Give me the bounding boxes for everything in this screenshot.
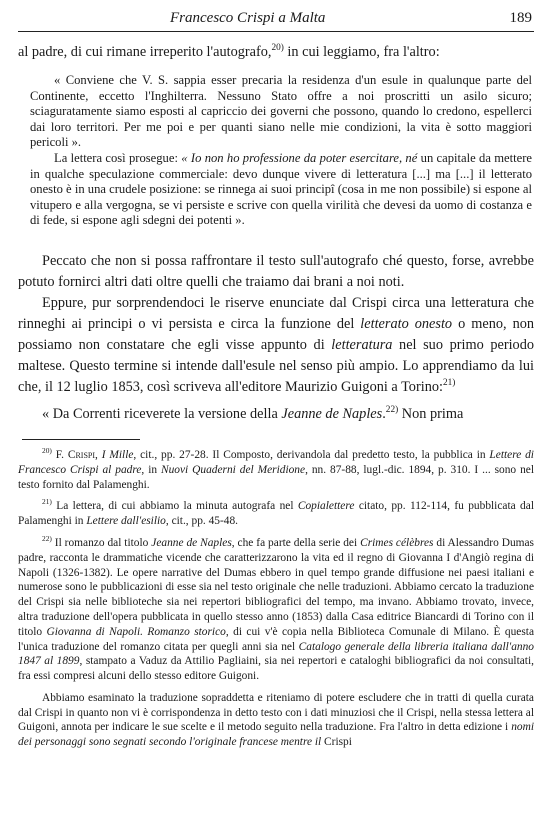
paragraph-3 bbox=[18, 404, 534, 425]
footnote-20 bbox=[18, 448, 534, 492]
main-text bbox=[18, 251, 534, 425]
note-italic: nomi dei personaggi sono segnati secondo l'originale francese mentre il bbox=[18, 721, 534, 749]
note-text: , che fa parte della serie dei bbox=[231, 536, 361, 549]
note-italic: Lettere di Francesco Crispi al padre bbox=[18, 448, 534, 476]
italic-term-letteratura: letteratura bbox=[331, 336, 393, 353]
note-text: Il romanzo dal titolo bbox=[51, 536, 152, 549]
note-italic: Copialettere bbox=[297, 500, 355, 513]
running-header bbox=[18, 10, 534, 32]
footnote-ref-21: 21) bbox=[442, 378, 456, 389]
note-text: Crispi bbox=[321, 736, 352, 749]
footnote-rule bbox=[22, 439, 140, 440]
footnote-22-continued bbox=[18, 691, 534, 750]
author-smallcaps: Crispi bbox=[67, 448, 96, 461]
note-text: Abbiamo esaminato la traduzione sopraddetta e riteniamo di potere escludere che in tratti di quella curata dal Crispi in quanto non vi è corrispondenza in detto testo con i dati minuziosi che il Crispi, nella stessa lettera al Guigoni, annota per indicare le sue scelte e il metodo seguito nella traduzione. Fra l'altro in detta edizione i bbox=[18, 691, 534, 734]
note-italic: Crimes célèbres bbox=[360, 536, 434, 549]
footnotes bbox=[18, 448, 534, 750]
opening-text-end: in cui leggiamo, fra l'altro: bbox=[283, 44, 440, 60]
note-italic: Lettere dall'esilio bbox=[86, 515, 166, 528]
paragraph-3-text: . bbox=[382, 405, 386, 422]
note-text: , bbox=[95, 448, 102, 461]
italic-title: Jeanne de Naples bbox=[281, 405, 383, 422]
page-number: 189 bbox=[509, 10, 532, 26]
quote-italic: « Io non ho professione da poter esercitare, né bbox=[181, 150, 418, 165]
paragraph-2-text: nel suo primo periodo maltese. Questo termine si intende dall'esule nel senso più ampio. Lo apprendiamo da lui che, il 12 luglio 1853, così scriveva all'editore Maurizio Guigoni a Torino: bbox=[18, 336, 534, 395]
note-text: F. bbox=[51, 448, 68, 461]
italic-term-letterato: letterato onesto bbox=[360, 315, 453, 332]
paragraph-2 bbox=[18, 293, 534, 398]
note-text: di Alessandro Dumas padre, racconta le drammatiche vicende che caratterizzarono la vita ed il regno di Giovanna I d'Angiò regina di Napoli (1326-1382). Le opere narrative del Dumas ebbero in quel tempo grande diffusione nei paesi italiani e numerose sono le pubblicazioni di esse sia nel testo originale che nelle traduzioni. Abbiamo cercato la traduzione del Crispi sia nelle biblioteche sia nei repertori bibliografici del tempo, ma invano. Abbiamo trovato, invece, altra traduzione dell'opera pubblicata in quello stesso anno (1853) dalla Casa editrice Biancardi di Torino con il titolo bbox=[18, 536, 534, 638]
quote-intro: La lettera così prosegue: bbox=[54, 150, 182, 165]
quote-paragraph-2 bbox=[30, 151, 532, 229]
footnote-ref-20: 20) bbox=[271, 43, 284, 54]
note-text: La lettera, di cui abbiamo la minuta autografa nel bbox=[51, 500, 298, 513]
block-quote bbox=[18, 73, 534, 229]
note-text: , in bbox=[141, 463, 161, 476]
footnote-22 bbox=[18, 536, 534, 684]
note-italic: Giovanna di Napoli. Romanzo storico bbox=[46, 625, 226, 638]
note-text: , cit., pp. 45-48. bbox=[165, 515, 239, 528]
note-text: citato, pp. 112-114, fu pubblicata dal Palamenghi in bbox=[18, 500, 534, 528]
paragraph-1: Peccato che non si possa raffrontare il testo sull'autografo ché questo, forse, avrebbe potuto fornirci altri dati oltre quelli che traiamo dai brani a noi noti. bbox=[18, 252, 534, 290]
quote-continuation: un capitale da mettere in qualche speculazione commerciale: devo dunque vivere di letteratura [...] ma [...] il letterato onesto è in una crudele posizione: se rinnega ai suoi principî (cosa in me non possibile) si espone al vitupero e alla vergogna, se vi persiste e scrive con quella virilità che devesi da uomo di costanza e di fede, si espone agli sdegni dei potenti ». bbox=[30, 150, 532, 228]
footnote-21 bbox=[18, 499, 534, 529]
opening-line bbox=[18, 42, 534, 63]
note-text: , di cui v'è copia nella Biblioteca Comunale di Milano. È questa l'unica traduzione del romanzo citata per quegli anni sia nel bbox=[18, 625, 535, 653]
opening-text: al padre, di cui rimane irreperito l'autografo, bbox=[18, 44, 272, 60]
footnote-number: 21) bbox=[42, 497, 52, 507]
note-italic: Catalogo generale della libreria italiana dall'anno 1847 al 1899 bbox=[18, 640, 535, 668]
paragraph-2-text: o meno, non possiamo non constatare che egli visse appunto di bbox=[18, 315, 535, 353]
footnote-ref-22: 22) bbox=[385, 405, 399, 416]
note-italic: I Mille bbox=[101, 448, 134, 461]
footnote-number: 22) bbox=[42, 534, 52, 544]
note-text: , nn. 87-88, lugl.-dic. 1894, p. 310. I ... sono nel testo fornito dal Palamenghi. bbox=[18, 463, 534, 491]
paragraph-3-text: « Da Correnti riceverete la versione della bbox=[42, 405, 282, 422]
book-page bbox=[18, 10, 534, 750]
footnote-number: 20) bbox=[42, 446, 52, 456]
quote-paragraph-1: « Conviene che V. S. sappia esser precaria la residenza d'un esule in qualunque parte del Continente, eccetto l'Inghilterra. Nessuno Stato offre a noi proscritti un asilo sicuro; sciaguratamente siamo esposti al capriccio dei governi che possono, quando lo credono, espellerci dai loro territori. Per me poi e per quanti siano nelle mie condizioni, la vita è sotto maggiori pericoli ». bbox=[30, 73, 532, 150]
note-text: , cit., pp. 27-28. Il Composto, derivandola dal predetto testo, la pubblica in bbox=[133, 448, 490, 461]
running-title: Francesco Crispi a Malta bbox=[170, 10, 326, 26]
note-italic: Jeanne de Naples bbox=[151, 536, 232, 549]
note-italic: Nuovi Quaderni del Meridione bbox=[161, 463, 306, 476]
note-text: , stampato a Vaduz da Attilio Pagliaini, sia nei repertori e cataloghi bibliografici da noi consultati, fra essi compresi alcuni dello stesso editore Guigoni. bbox=[18, 655, 534, 683]
paragraph-3-text: Non prima bbox=[398, 405, 464, 422]
paragraph-2-text: Eppure, pur sorprendendoci le riserve enunciate dal Crispi circa una letteratura che rinneghi ai principi o vi persista e circa la funzione del bbox=[18, 294, 534, 332]
